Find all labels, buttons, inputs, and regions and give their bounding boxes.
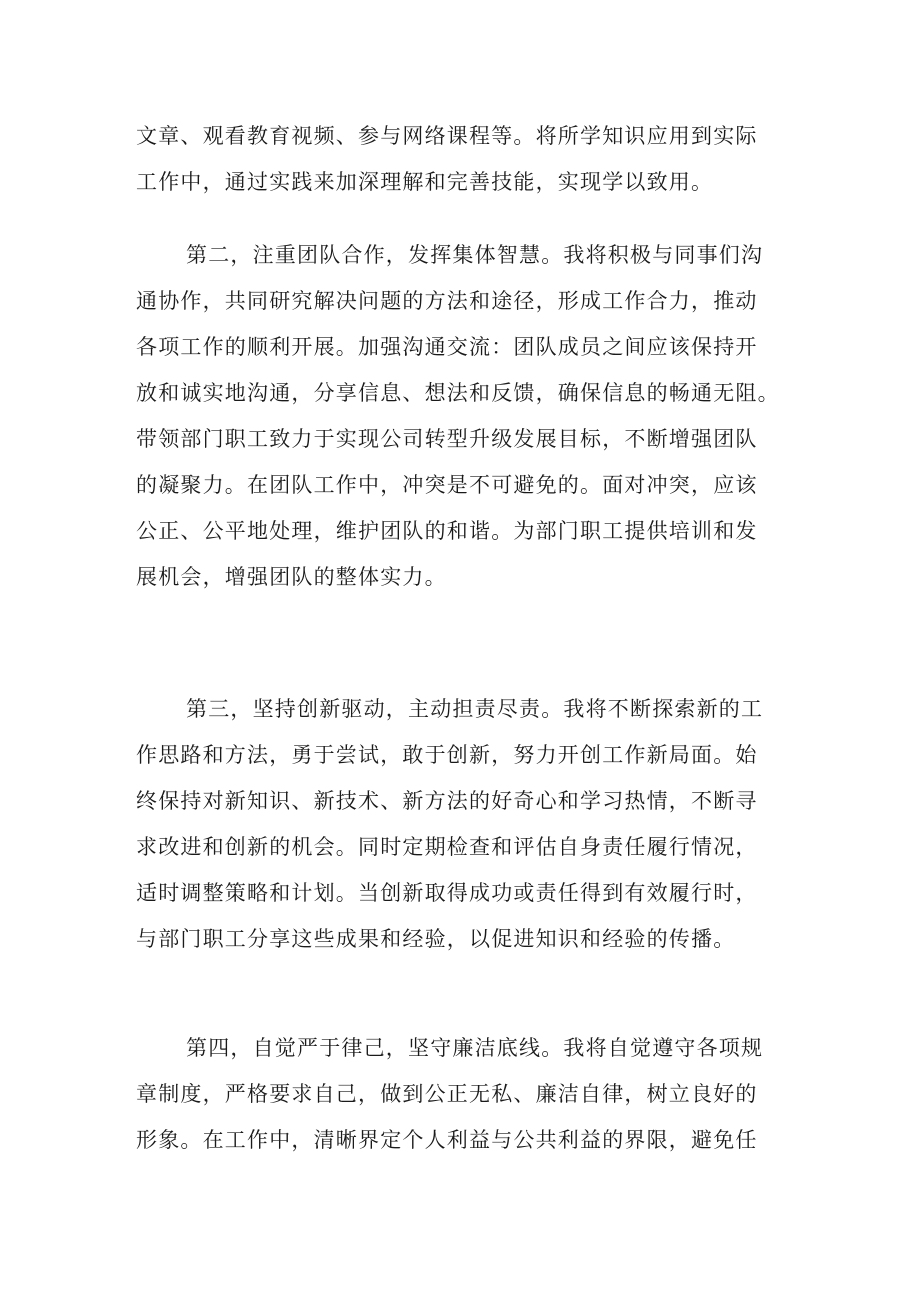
paragraph-line: 与部门职工分享这些成果和经验，以促进知识和经验的传播。 [136, 927, 736, 951]
paragraph-line: 放和诚实地沟通，分享信息、想法和反馈，确保信息的畅通无阻。 [136, 381, 780, 405]
paragraph-line: 第四，自觉严于律己，坚守廉洁底线。我将自觉遵守各项规 [186, 1036, 764, 1060]
paragraph-line: 求改进和创新的机会。同时定期检查和评估自身责任履行情况， [136, 835, 758, 859]
paragraph-fourth-integrity [136, 1025, 786, 1163]
paragraph-line: 文章、观看教育视频、参与网络课程等。将所学知识应用到实际 [136, 124, 758, 148]
paragraph-line: 第二，注重团队合作，发挥集体智慧。我将积极与同事们沟 [186, 243, 764, 267]
paragraph-third-innovation [136, 686, 786, 962]
paragraph-line: 工作中，通过实践来加深理解和完善技能，实现学以致用。 [136, 170, 714, 194]
paragraph-line: 作思路和方法，勇于尝试，敢于创新，努力开创工作新局面。始 [136, 743, 758, 767]
paragraph-line: 通协作，共同研究解决问题的方法和途径，形成工作合力，推动 [136, 289, 758, 313]
paragraph-line: 第三，坚持创新驱动，主动担责尽责。我将不断探索新的工 [186, 697, 764, 721]
paragraph-line: 形象。在工作中，清晰界定个人利益与公共利益的界限，避免任 [136, 1128, 758, 1152]
paragraph-line [136, 600, 786, 646]
paragraph-line: 各项工作的顺利开展。加强沟通交流：团队成员之间应该保持开 [136, 335, 758, 359]
paragraph-line: 终保持对新知识、新技术、新方法的好奇心和学习热情，不断寻 [136, 789, 758, 813]
paragraph-line: 适时调整策略和计划。当创新取得成功或责任得到有效履行时， [136, 881, 758, 905]
paragraph-line: 展机会，增强团队的整体实力。 [136, 565, 447, 589]
paragraph-line: 带领部门职工致力于实现公司转型升级发展目标，不断增强团队 [136, 427, 758, 451]
paragraph-line: 的凝聚力。在团队工作中，冲突是不可避免的。面对冲突，应该 [136, 473, 758, 497]
paragraph-line: 章制度，严格要求自己，做到公正无私、廉洁自律，树立良好的 [136, 1082, 758, 1106]
paragraph-second-teamwork [136, 232, 786, 646]
paragraph-line: 公正、公平地处理，维护团队的和谐。为部门职工提供培训和发 [136, 519, 758, 543]
paragraph-continuation [136, 113, 786, 205]
